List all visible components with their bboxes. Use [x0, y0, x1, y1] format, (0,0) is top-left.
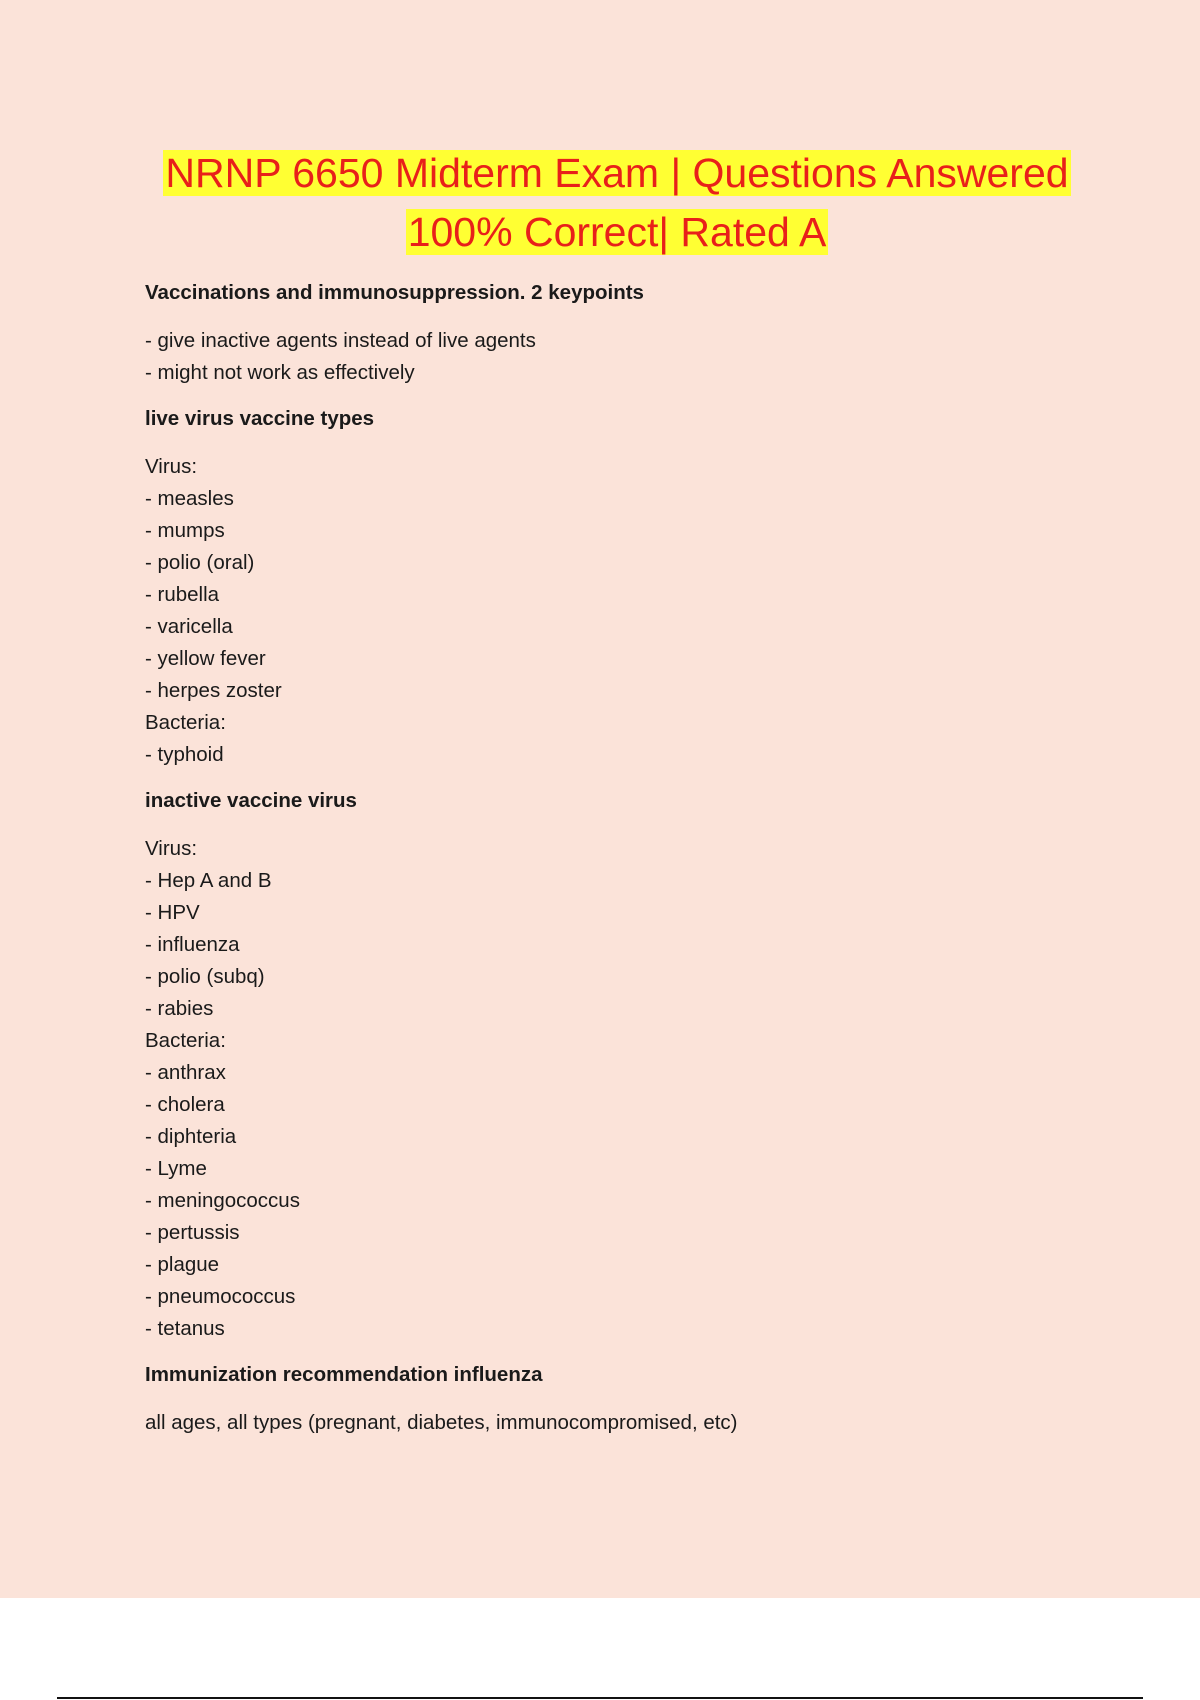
answer-line: Virus:: [145, 455, 198, 478]
question-heading: live virus vaccine types: [145, 407, 375, 430]
answer-line: - Lyme: [145, 1157, 207, 1180]
title-line-1: NRNP 6650 Midterm Exam | Questions Answered: [165, 150, 1069, 196]
answer-line: Bacteria:: [145, 711, 226, 734]
answer-line: - pertussis: [145, 1221, 240, 1244]
answer-line: all ages, all types (pregnant, diabetes, immunocompromised, etc): [145, 1411, 738, 1434]
answer-line: - herpes zoster: [145, 679, 282, 702]
question-heading: inactive vaccine virus: [145, 789, 357, 812]
answer-line: - give inactive agents instead of live agents: [145, 329, 536, 352]
answer-line: - Hep A and B: [145, 869, 272, 892]
answer-line: - HPV: [145, 901, 200, 924]
answer-line: - influenza: [145, 933, 240, 956]
title-line-2: 100% Correct| Rated A: [407, 209, 827, 255]
question-heading: Vaccinations and immunosuppression. 2 keypoints: [145, 281, 644, 304]
answer-line: - anthrax: [145, 1061, 226, 1084]
answer-line: - rabies: [145, 997, 214, 1020]
answer-line: Virus:: [145, 837, 198, 860]
answer-line: - meningococcus: [145, 1189, 300, 1212]
answer-line: - cholera: [145, 1093, 225, 1116]
answer-block: [145, 833, 1095, 1345]
answer-line: - diphteria: [145, 1125, 237, 1148]
answer-line: - varicella: [145, 615, 233, 638]
answer-line: - might not work as effectively: [145, 361, 415, 384]
answer-line: - tetanus: [145, 1317, 225, 1340]
question-heading: Immunization recommendation influenza: [145, 1363, 543, 1386]
answer-line: - typhoid: [145, 743, 224, 766]
answer-line: - plague: [145, 1253, 220, 1276]
answer-line: - mumps: [145, 519, 225, 542]
answer-line: Bacteria:: [145, 1029, 226, 1052]
answer-line: - rubella: [145, 583, 220, 606]
qa-list: [145, 277, 1095, 1453]
answer-line: - measles: [145, 487, 234, 510]
answer-block: [145, 1407, 1095, 1439]
answer-line: - polio (subq): [145, 965, 265, 988]
answer-line: - pneumococcus: [145, 1285, 296, 1308]
footer-divider: [57, 1697, 1143, 1699]
answer-line: - polio (oral): [145, 551, 255, 574]
answer-line: - yellow fever: [145, 647, 266, 670]
answer-block: [145, 451, 1095, 771]
document-title: [0, 144, 1200, 262]
answer-block: [145, 325, 1095, 389]
